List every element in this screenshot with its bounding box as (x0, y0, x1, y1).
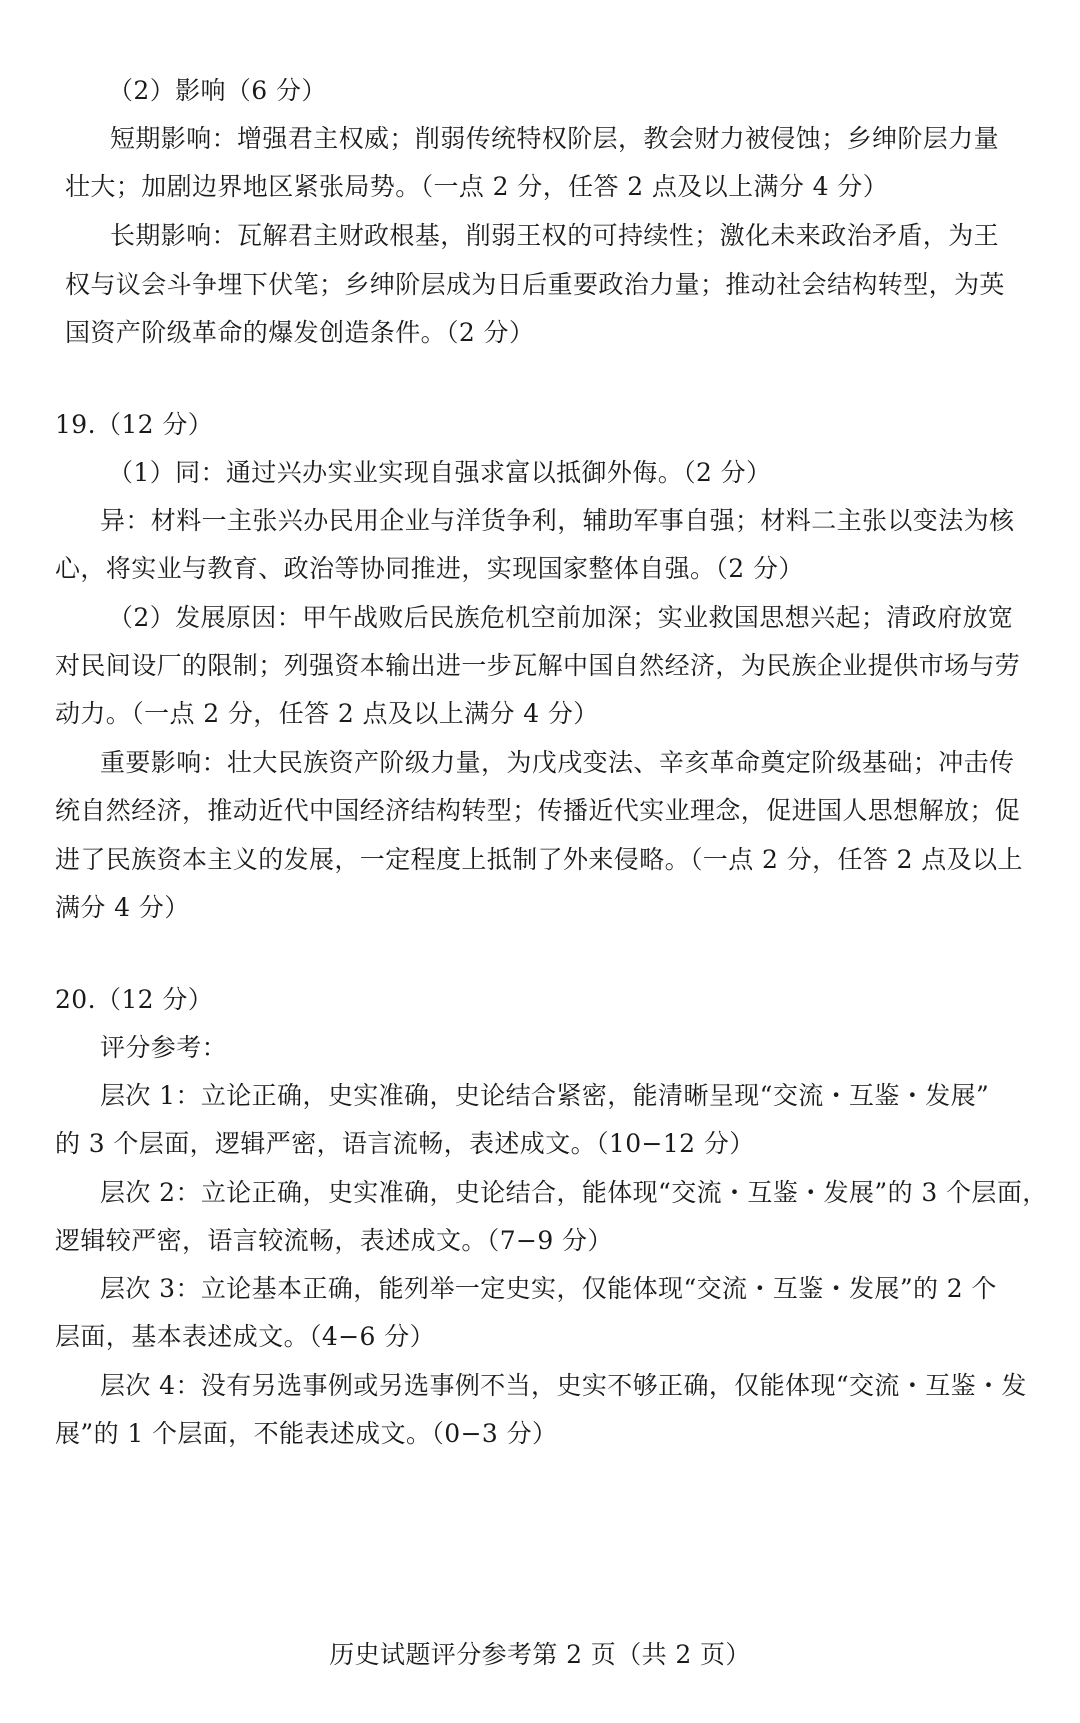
long-term-line-2: 权与议会斗争埋下伏笔；乡绅阶层成为日后重要政治力量；推动社会结构转型，为英 (65, 270, 1005, 299)
section19-part2-impact-line-1: 重要影响：壮大民族资产阶级力量，为戊戌变法、辛亥革命奠定阶级基础；冲击传 (100, 748, 1015, 777)
section19-part2-impact-line-4: 满分 4 分） (55, 893, 190, 922)
section19-part2-reasons-line-1: （2）发展原因：甲午战败后民族危机空前加深；实业救国思想兴起；清政府放宽 (108, 603, 1014, 632)
section19-part2-reasons-line-2: 对民间设厂的限制；列强资本输出进一步瓦解中国自然经济，为民族企业提供市场与劳 (55, 651, 1021, 680)
long-term-line-3: 国资产阶级革命的爆发创造条件。（2 分） (65, 318, 535, 347)
level2-line-2: 逻辑较严密，语言较流畅，表述成文。（7−9 分） (55, 1226, 613, 1255)
level2-line-1: 层次 2：立论正确，史实准确，史论结合，能体现“交流・互鉴・发展”的 3 个层面， (100, 1178, 1048, 1207)
level4-line-2: 展”的 1 个层面，不能表述成文。（0−3 分） (55, 1419, 558, 1448)
section19-part1-diff-line-1: 异：材料一主张兴办民用企业与洋货争利，辅助军事自强；材料二主张以变法为核 (100, 506, 1015, 535)
section19-part2-impact-line-2: 统自然经济，推动近代中国经济结构转型；传播近代实业理念，促进国人思想解放；促 (55, 796, 1021, 825)
level3-line-2: 层面，基本表述成文。（4−6 分） (55, 1322, 436, 1351)
section19-part1-diff-line-2: 心，将实业与教育、政治等协同推进，实现国家整体自强。（2 分） (55, 554, 804, 583)
section19-part1-same: （1）同：通过兴办实业实现自强求富以抵御外侮。（2 分） (108, 458, 772, 487)
section19-part2-impact-line-3: 进了民族资本主义的发展，一定程度上抵制了外来侵略。（一点 2 分，任答 2 点及以上 (55, 845, 1023, 874)
level1-line-2: 的 3 个层面，逻辑严密，语言流畅，表述成文。（10−12 分） (55, 1129, 755, 1158)
short-term-line-2: 壮大；加剧边界地区紧张局势。（一点 2 分，任答 2 点及以上满分 4 分） (65, 172, 889, 201)
section19-part2-reasons-line-3: 动力。（一点 2 分，任答 2 点及以上满分 4 分） (55, 699, 599, 728)
level4-line-1: 层次 4：没有另选事例或另选事例不当，史实不够正确，仅能体现“交流・互鉴・发 (100, 1371, 1027, 1400)
level3-line-1: 层次 3：立论基本正确，能列举一定史实，仅能体现“交流・互鉴・发展”的 2 个 (100, 1274, 997, 1303)
section18-part2-heading: （2）影响（6 分） (108, 76, 327, 105)
long-term-line-1: 长期影响：瓦解君主财政根基，削弱王权的可持续性；激化未来政治矛盾，为王 (110, 221, 1000, 250)
section19-heading: 19.（12 分） (55, 410, 214, 439)
section20-heading: 20.（12 分） (55, 985, 214, 1014)
page-footer: 历史试题评分参考第 2 页（共 2 页） (329, 1640, 751, 1669)
section20-intro: 评分参考： (100, 1033, 228, 1062)
short-term-line-1: 短期影响：增强君主权威；削弱传统特权阶层，教会财力被侵蚀；乡绅阶层力量 (110, 124, 1000, 153)
level1-line-1: 层次 1：立论正确，史实准确，史论结合紧密，能清晰呈现“交流・互鉴・发展” (100, 1081, 990, 1110)
